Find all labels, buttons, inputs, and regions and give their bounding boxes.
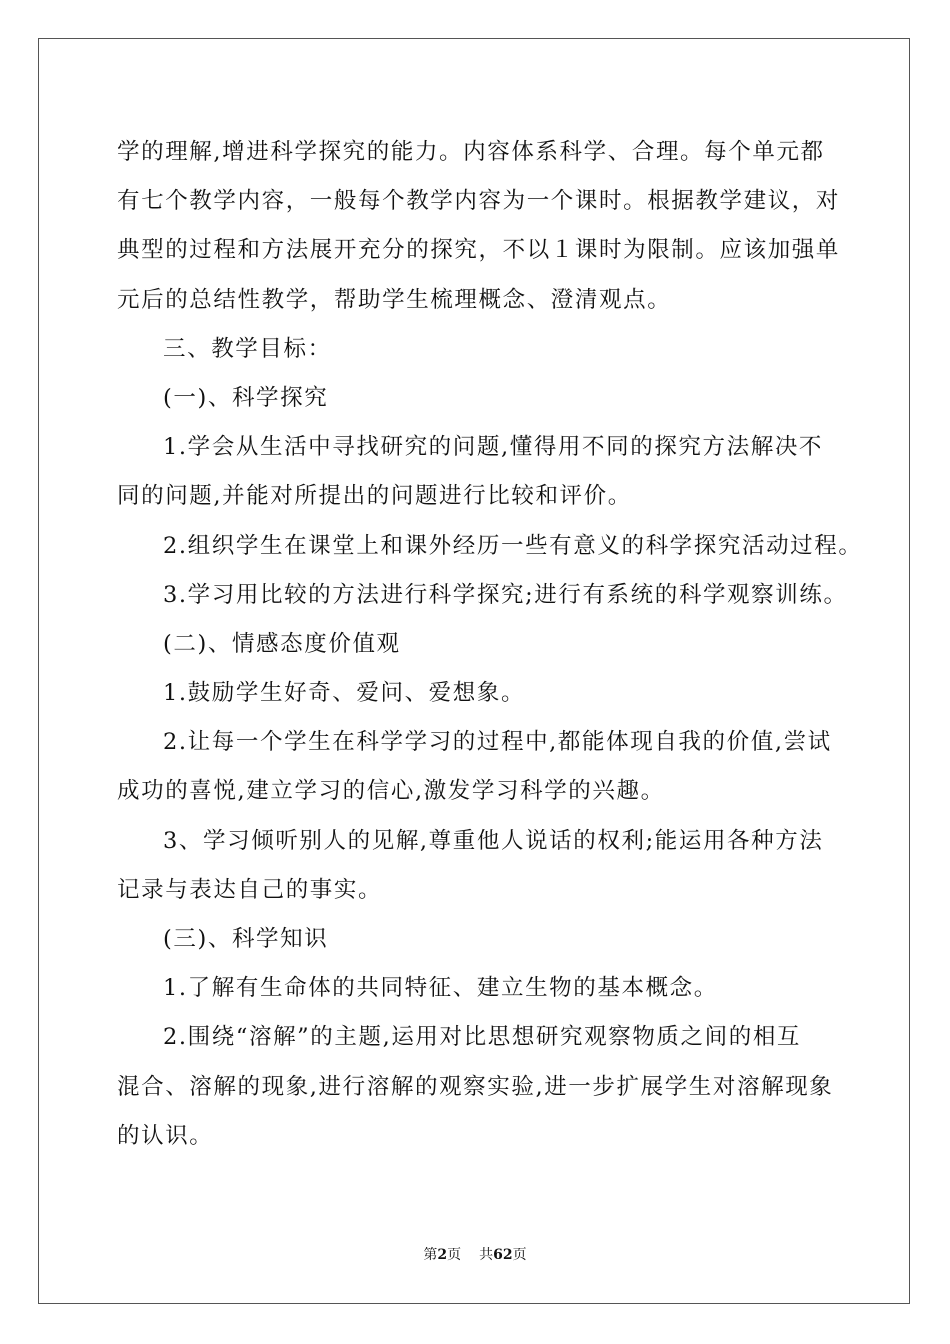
text-line: 元后的总结性教学，帮助学生梳理概念、澄清观点。	[117, 286, 672, 313]
total-prefix: 共	[479, 1247, 494, 1263]
text-line: 2.围绕“溶解”的主题,运用对比思想研究观察物质之间的相互	[163, 1024, 802, 1051]
text-line: 3.学习用比较的方法进行科学探究;进行有系统的科学观察训练。	[163, 581, 848, 608]
text-line: 成功的喜悦,建立学习的信心,激发学习科学的兴趣。	[117, 778, 665, 805]
text-line: 1.鼓励学生好奇、爱问、爱想象。	[163, 680, 526, 707]
text-line: 1.学会从生活中寻找研究的问题,懂得用不同的探究方法解决不	[163, 434, 824, 461]
subsection-heading: (三)、科学知识	[163, 926, 329, 952]
text-line: 3、学习倾听别人的见解,尊重他人说话的权利;能运用各种方法	[163, 827, 824, 854]
subsection-heading: (二)、情感态度价值观	[163, 630, 401, 657]
page-number: 2	[437, 1247, 448, 1263]
text-line: 混合、溶解的现象,进行溶解的观察实验,进一步扩展学生对溶解现象	[117, 1073, 834, 1100]
text-line: 记录与表达自己的事实。	[117, 876, 383, 903]
text-line: 学的理解,增进科学探究的能力。内容体系科学、合理。每个单元都	[117, 139, 825, 165]
page-prefix: 第	[423, 1247, 438, 1263]
text-line: 1.了解有生命体的共同特征、建立生物的基本概念。	[163, 975, 718, 1002]
document-body	[117, 128, 863, 1161]
text-line: 同的问题,并能对所提出的问题进行比较和评价。	[117, 483, 632, 510]
text-line: 典型的过程和方法展开充分的探究，不以１课时为限制。应该加强单	[117, 237, 841, 264]
subsection-heading: (一)、科学探究	[163, 384, 329, 411]
total-pages: 62	[493, 1247, 513, 1263]
text-line: 2.让每一个学生在科学学习的过程中,都能体现自我的价值,尝试	[163, 729, 832, 756]
total-suffix: 页	[512, 1247, 527, 1263]
section-heading: 三、教学目标：	[163, 335, 332, 362]
text-line: 2.组织学生在课堂上和课外经历一些有意义的科学探究活动过程。	[163, 532, 863, 559]
text-line: 有七个教学内容，一般每个教学内容为一个课时。根据教学建议，对	[117, 188, 841, 215]
page-footer	[0, 1244, 950, 1264]
text-line: 的认识。	[117, 1122, 214, 1149]
page-suffix: 页	[447, 1247, 462, 1263]
